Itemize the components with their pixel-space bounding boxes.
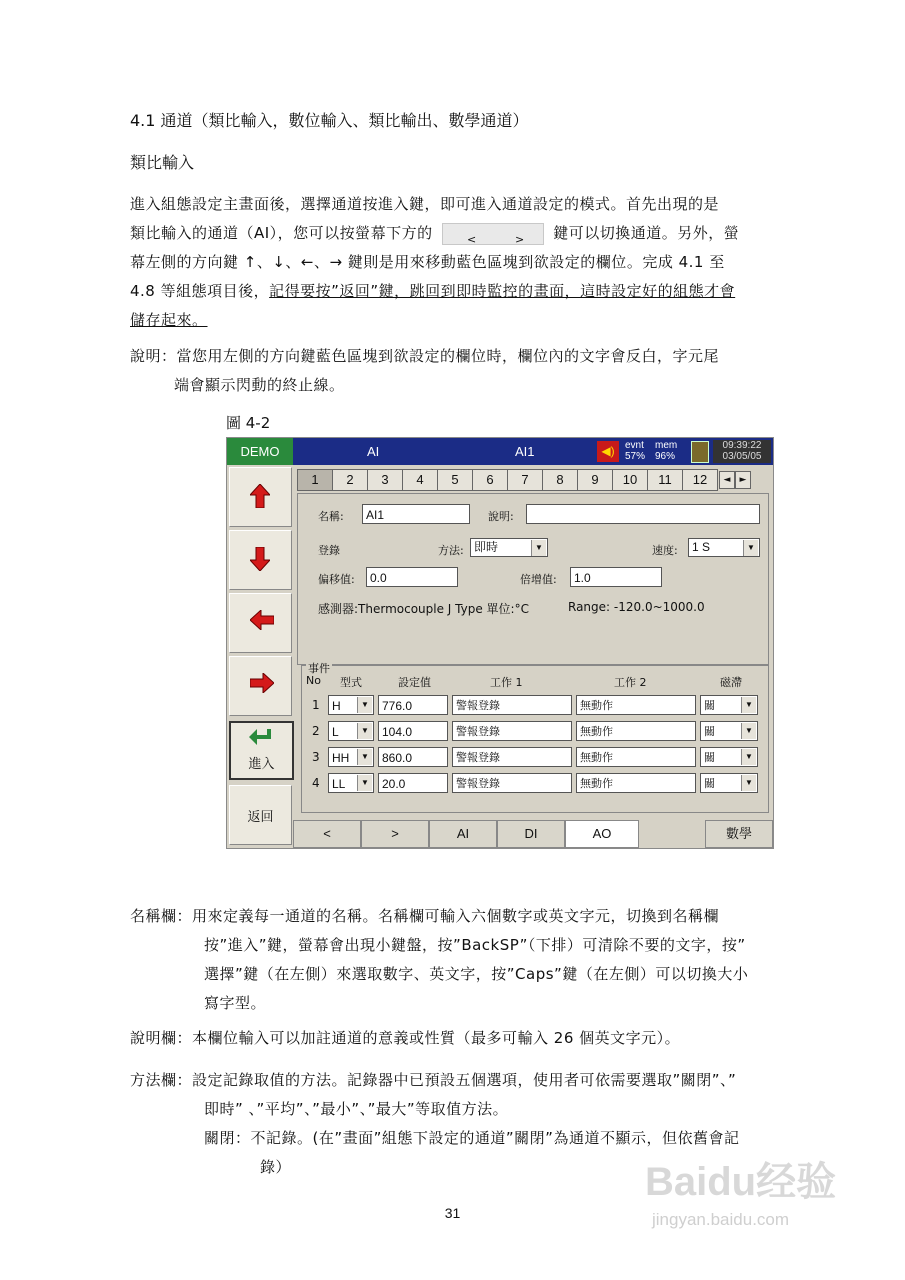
name-field-desc: 名稱欄：用來定義每一通道的名稱。名稱欄可輸入六個數字或英文字元，切換到名稱欄 按”進入”鍵，螢幕會出現小鍵盤，按”BackSP”（下排）可清除不要的文字，按” 選擇”鍵（在左側）來選取數字、英文字，按”Caps”鍵（在左側）可以切換大小 寫字型。 <box>130 907 749 1012</box>
sidebar <box>227 465 293 848</box>
chevron-down-icon: ▼ <box>357 723 372 739</box>
sub-heading: 類比輸入 <box>130 153 195 172</box>
intro-line: 4.8 等組態項目後，記得要按”返回”鍵，跳回到即時監控的畫面，這時設定好的組態才會 <box>130 282 736 300</box>
job2-field[interactable]: 無動作 <box>576 721 696 741</box>
channel-tabs <box>295 469 773 491</box>
row-number: 3 <box>312 750 320 764</box>
sensor-info: 感測器:Thermocouple J Type 單位:°C <box>318 602 529 616</box>
chevron-down-icon: ▼ <box>357 749 372 765</box>
chevron-down-icon: ▼ <box>357 697 372 713</box>
col-header: 工作 2 <box>614 676 647 689</box>
job2-field[interactable]: 無動作 <box>576 773 696 793</box>
demo-badge: DEMO <box>227 438 293 465</box>
record-label: 登錄 <box>318 544 340 557</box>
ai-button[interactable]: AI <box>429 820 497 848</box>
enter-icon <box>249 729 273 745</box>
chevron-down-icon: ▼ <box>357 775 372 791</box>
type-select[interactable]: HH ▼ <box>328 747 374 767</box>
job1-field[interactable]: 警報登錄 <box>452 773 572 793</box>
next-glyph: > <box>514 232 525 246</box>
chevron-down-icon: ▼ <box>741 723 756 739</box>
tab-2[interactable]: 2 <box>332 469 368 491</box>
job1-field[interactable]: 警報登錄 <box>452 721 572 741</box>
tab-11[interactable]: 11 <box>647 469 683 491</box>
arrow-right-icon <box>250 673 274 693</box>
di-button[interactable]: DI <box>497 820 565 848</box>
offset-label: 偏移值: <box>318 573 355 586</box>
section-heading: 4.1 通道（類比輸入，數位輸入、類比輸出、數學通道） <box>130 111 529 130</box>
hysteresis-select[interactable]: 關 ▼ <box>700 773 758 793</box>
tab-5[interactable]: 5 <box>437 469 473 491</box>
chevron-down-icon: ▼ <box>741 697 756 713</box>
down-button[interactable] <box>229 530 292 590</box>
range-info: Range: -120.0~1000.0 <box>568 600 705 614</box>
col-header: No <box>306 674 321 687</box>
recorder-screen <box>226 437 774 849</box>
offset-input[interactable]: 0.0 <box>366 567 458 587</box>
figure-label: 圖 4-2 <box>226 414 271 432</box>
setpoint-input[interactable]: 20.0 <box>378 773 448 793</box>
method-label: 方法: <box>438 544 464 557</box>
tab-6[interactable]: 6 <box>472 469 508 491</box>
method-field-desc: 方法欄：設定記錄取值的方法。記錄器中已預設五個選項，使用者可依需要選取”關閉”、” 即時” 、”平均”、”最小”、”最大”等取值方法。 關閉：不記錄。(在”畫面”組態下設定的通道”關閉”為通道不顯示，但依舊會記 錄） <box>130 1071 740 1176</box>
note-paragraph: 說明：當您用左側的方向鍵藍色區塊到欲設定的欄位時，欄位內的文字會反白，字元尾 端會顯示閃動的終止線。 <box>130 347 720 394</box>
right-button[interactable] <box>229 656 292 716</box>
events-panel <box>301 662 769 813</box>
chevron-down-icon: ▼ <box>531 540 546 556</box>
job1-field[interactable]: 警報登錄 <box>452 747 572 767</box>
col-header: 磁滯 <box>720 676 742 689</box>
name-label: 名稱: <box>318 510 344 523</box>
tab-3[interactable]: 3 <box>367 469 403 491</box>
chevron-down-icon: ▼ <box>743 540 758 556</box>
tab-1[interactable]: 1 <box>297 469 333 491</box>
tab-12[interactable]: 12 <box>682 469 718 491</box>
watermark-logo: Baidu经验 <box>645 1160 837 1204</box>
intro-line: 幕左側的方向鍵 ↑、↓、←、→ 鍵則是用來移動藍色區塊到欲設定的欄位。完成 4.1 至 <box>130 253 725 271</box>
next-channel-button[interactable]: > <box>361 820 429 848</box>
tab-prev-button[interactable]: ◄ <box>719 471 735 489</box>
gain-input[interactable]: 1.0 <box>570 567 662 587</box>
hysteresis-select[interactable]: 關 ▼ <box>700 695 758 715</box>
desc-field-desc: 說明欄：本欄位輸入可以加註通道的意義或性質（最多可輸入 26 個英文字元）。 <box>130 1029 681 1047</box>
method-select[interactable]: 即時 ▼ <box>470 538 548 557</box>
event-status: evnt 57% <box>625 440 646 462</box>
back-button[interactable]: 返回 <box>229 785 292 845</box>
config-panel <box>297 493 769 665</box>
tab-9[interactable]: 9 <box>577 469 613 491</box>
events-legend: 事件 <box>308 662 330 675</box>
setpoint-input[interactable]: 776.0 <box>378 695 448 715</box>
tab-7[interactable]: 7 <box>507 469 543 491</box>
col-header: 設定值 <box>398 676 431 689</box>
bottom-bar <box>293 820 773 848</box>
intro-line: 進入組態設定主畫面後，選擇通道按進入鍵，即可進入通道設定的模式。首先出現的是 <box>130 195 720 213</box>
speed-select[interactable]: 1 S ▼ <box>688 538 760 557</box>
row-number: 4 <box>312 776 320 790</box>
job2-field[interactable]: 無動作 <box>576 695 696 715</box>
chevron-down-icon: ▼ <box>741 749 756 765</box>
desc-input[interactable] <box>526 504 760 524</box>
intro-line: 類比輸入的通道（AI），您可以按螢幕下方的 < > 鍵可以切換通道。另外，螢 <box>130 219 820 248</box>
intro-paragraph <box>130 190 820 335</box>
arrow-down-icon <box>250 547 270 571</box>
prev-channel-button[interactable]: < <box>293 820 361 848</box>
ao-button[interactable]: AO <box>565 820 639 848</box>
col-header: 工作 1 <box>490 676 523 689</box>
math-button[interactable]: 數學 <box>705 820 773 848</box>
chevron-down-icon: ▼ <box>741 775 756 791</box>
title-bar <box>293 438 773 465</box>
name-input[interactable]: AI1 <box>362 504 470 524</box>
title-center: AI1 <box>515 444 535 459</box>
type-select[interactable]: L ▼ <box>328 721 374 741</box>
left-button[interactable] <box>229 593 292 653</box>
file-icon <box>691 441 709 463</box>
tab-8[interactable]: 8 <box>542 469 578 491</box>
gain-label: 倍增值: <box>520 573 557 586</box>
memory-status: mem 96% <box>655 440 678 462</box>
type-select[interactable]: H ▼ <box>328 695 374 715</box>
job2-field[interactable]: 無動作 <box>576 747 696 767</box>
desc-label: 說明: <box>488 510 514 523</box>
prev-glyph: < <box>466 232 477 246</box>
col-header: 型式 <box>340 676 362 689</box>
up-button[interactable] <box>229 467 292 527</box>
speed-label: 速度: <box>652 544 678 557</box>
setpoint-input[interactable]: 860.0 <box>378 747 448 767</box>
inline-nav-buttons <box>442 223 544 245</box>
clock: 09:39:22 03/05/05 <box>713 440 771 463</box>
arrow-left-icon <box>250 610 274 630</box>
tab-10[interactable]: 10 <box>612 469 648 491</box>
row-number: 1 <box>312 698 320 712</box>
tab-next-button[interactable]: ► <box>735 471 751 489</box>
title-left: AI <box>367 444 380 459</box>
row-number: 2 <box>312 724 320 738</box>
hysteresis-select[interactable]: 關 ▼ <box>700 747 758 767</box>
setpoint-input[interactable]: 104.0 <box>378 721 448 741</box>
hysteresis-select[interactable]: 關 ▼ <box>700 721 758 741</box>
speaker-icon[interactable]: ◀) <box>597 441 619 462</box>
intro-line: 儲存起來。 <box>130 311 208 329</box>
tab-4[interactable]: 4 <box>402 469 438 491</box>
type-select[interactable]: LL ▼ <box>328 773 374 793</box>
enter-button[interactable]: 進入 <box>229 721 294 780</box>
watermark-url: jingyan.baidu.com <box>652 1210 790 1229</box>
arrow-up-icon <box>250 484 270 508</box>
page-number: 31 <box>444 1205 461 1221</box>
job1-field[interactable]: 警報登錄 <box>452 695 572 715</box>
